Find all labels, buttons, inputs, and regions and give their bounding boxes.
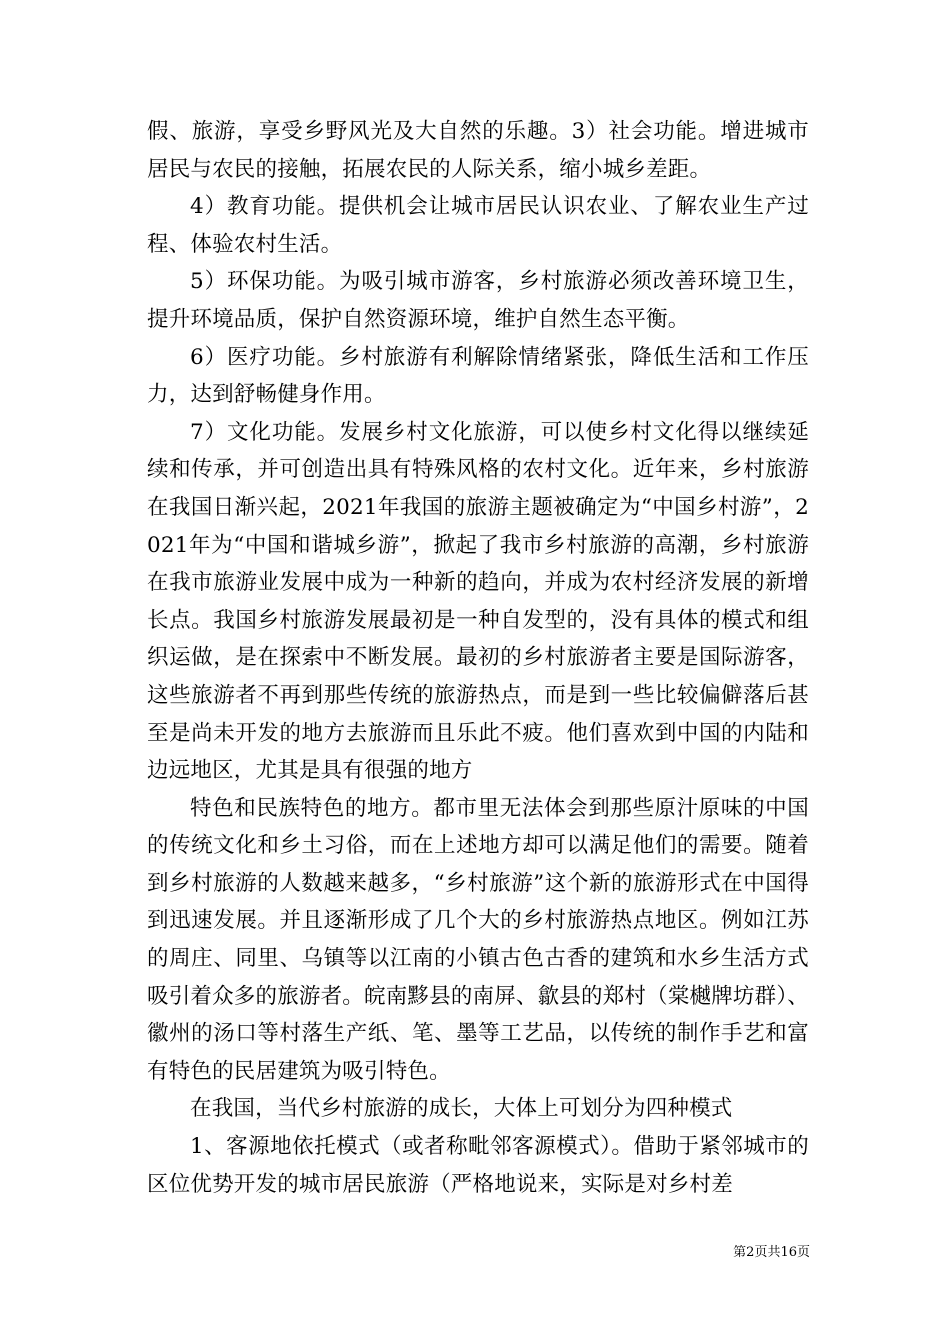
paragraph-source-mode: 1、客源地依托模式（或者称毗邻客源模式）。借助于紧邻城市的区位优势开发的城市居民旅游（严格地说来，实际是对乡村差: [147, 1134, 809, 1197]
paragraph-ethnic-features: 特色和民族特色的地方。都市里无法体会到那些原汁原味的中国的传统文化和乡土习俗，而在上述地方却可以满足他们的需要。随着到乡村旅游的人数越来越多，“乡村旅游”这个新的旅游形式在中国得到迅速发展。并且逐渐形成了几个大的乡村旅游热点地区。例如江苏的周庄、同里、乌镇等以江南的小镇古色古香的建筑和水乡生活方式吸引着众多的旅游者。皖南黟县的南屏、歙县的郑村（棠樾牌坊群）、徽州的汤口等村落生产纸、笔、墨等工艺品，以传统的制作手艺和富有特色的民居建筑为吸引特色。: [147, 795, 809, 1084]
paragraph-culture-function: 7）文化功能。发展乡村文化旅游，可以使乡村文化得以继续延续和传承，并可创造出具有特殊风格的农村文化。近年来，乡村旅游在我国日渐兴起，2021年我国的旅游主题被确定为“中国乡村游”，2021年为“中国和谐城乡游”，掀起了我市乡村旅游的高潮，乡村旅游在我市旅游业发展中成为一种新的趋向，并成为农村经济发展的新增长点。我国乡村旅游发展最初是一种自发型的，没有具体的模式和组织运做，是在探索中不断发展。最初的乡村旅游者主要是国际游客，这些旅游者不再到那些传统的旅游热点，而是到一些比较偏僻落后甚至是尚未开发的地方去旅游而且乐此不疲。他们喜欢到中国的内陆和边远地区，尤其是具有很强的地方: [147, 419, 809, 784]
page-number-footer: 第2页共16页: [733, 1245, 810, 1260]
paragraph-social-function: 假、旅游，享受乡野风光及大自然的乐趣。3）社会功能。增进城市居民与农民的接触，拓展农民的人际关系，缩小城乡差距。: [147, 119, 809, 182]
paragraph-environment-function: 5）环保功能。为吸引城市游客，乡村旅游必须改善环境卫生，提升环境品质，保护自然资源环境，维护自然生态平衡。: [147, 269, 809, 332]
document-body: [147, 113, 809, 1203]
paragraph-education-function: 4）教育功能。提供机会让城市居民认识农业、了解农业生产过程、体验农村生活。: [147, 194, 809, 257]
paragraph-four-modes: 在我国，当代乡村旅游的成长，大体上可划分为四种模式: [190, 1096, 733, 1122]
paragraph-medical-function: 6）医疗功能。乡村旅游有利解除情绪紧张，降低生活和工作压力，达到舒畅健身作用。: [147, 344, 809, 408]
